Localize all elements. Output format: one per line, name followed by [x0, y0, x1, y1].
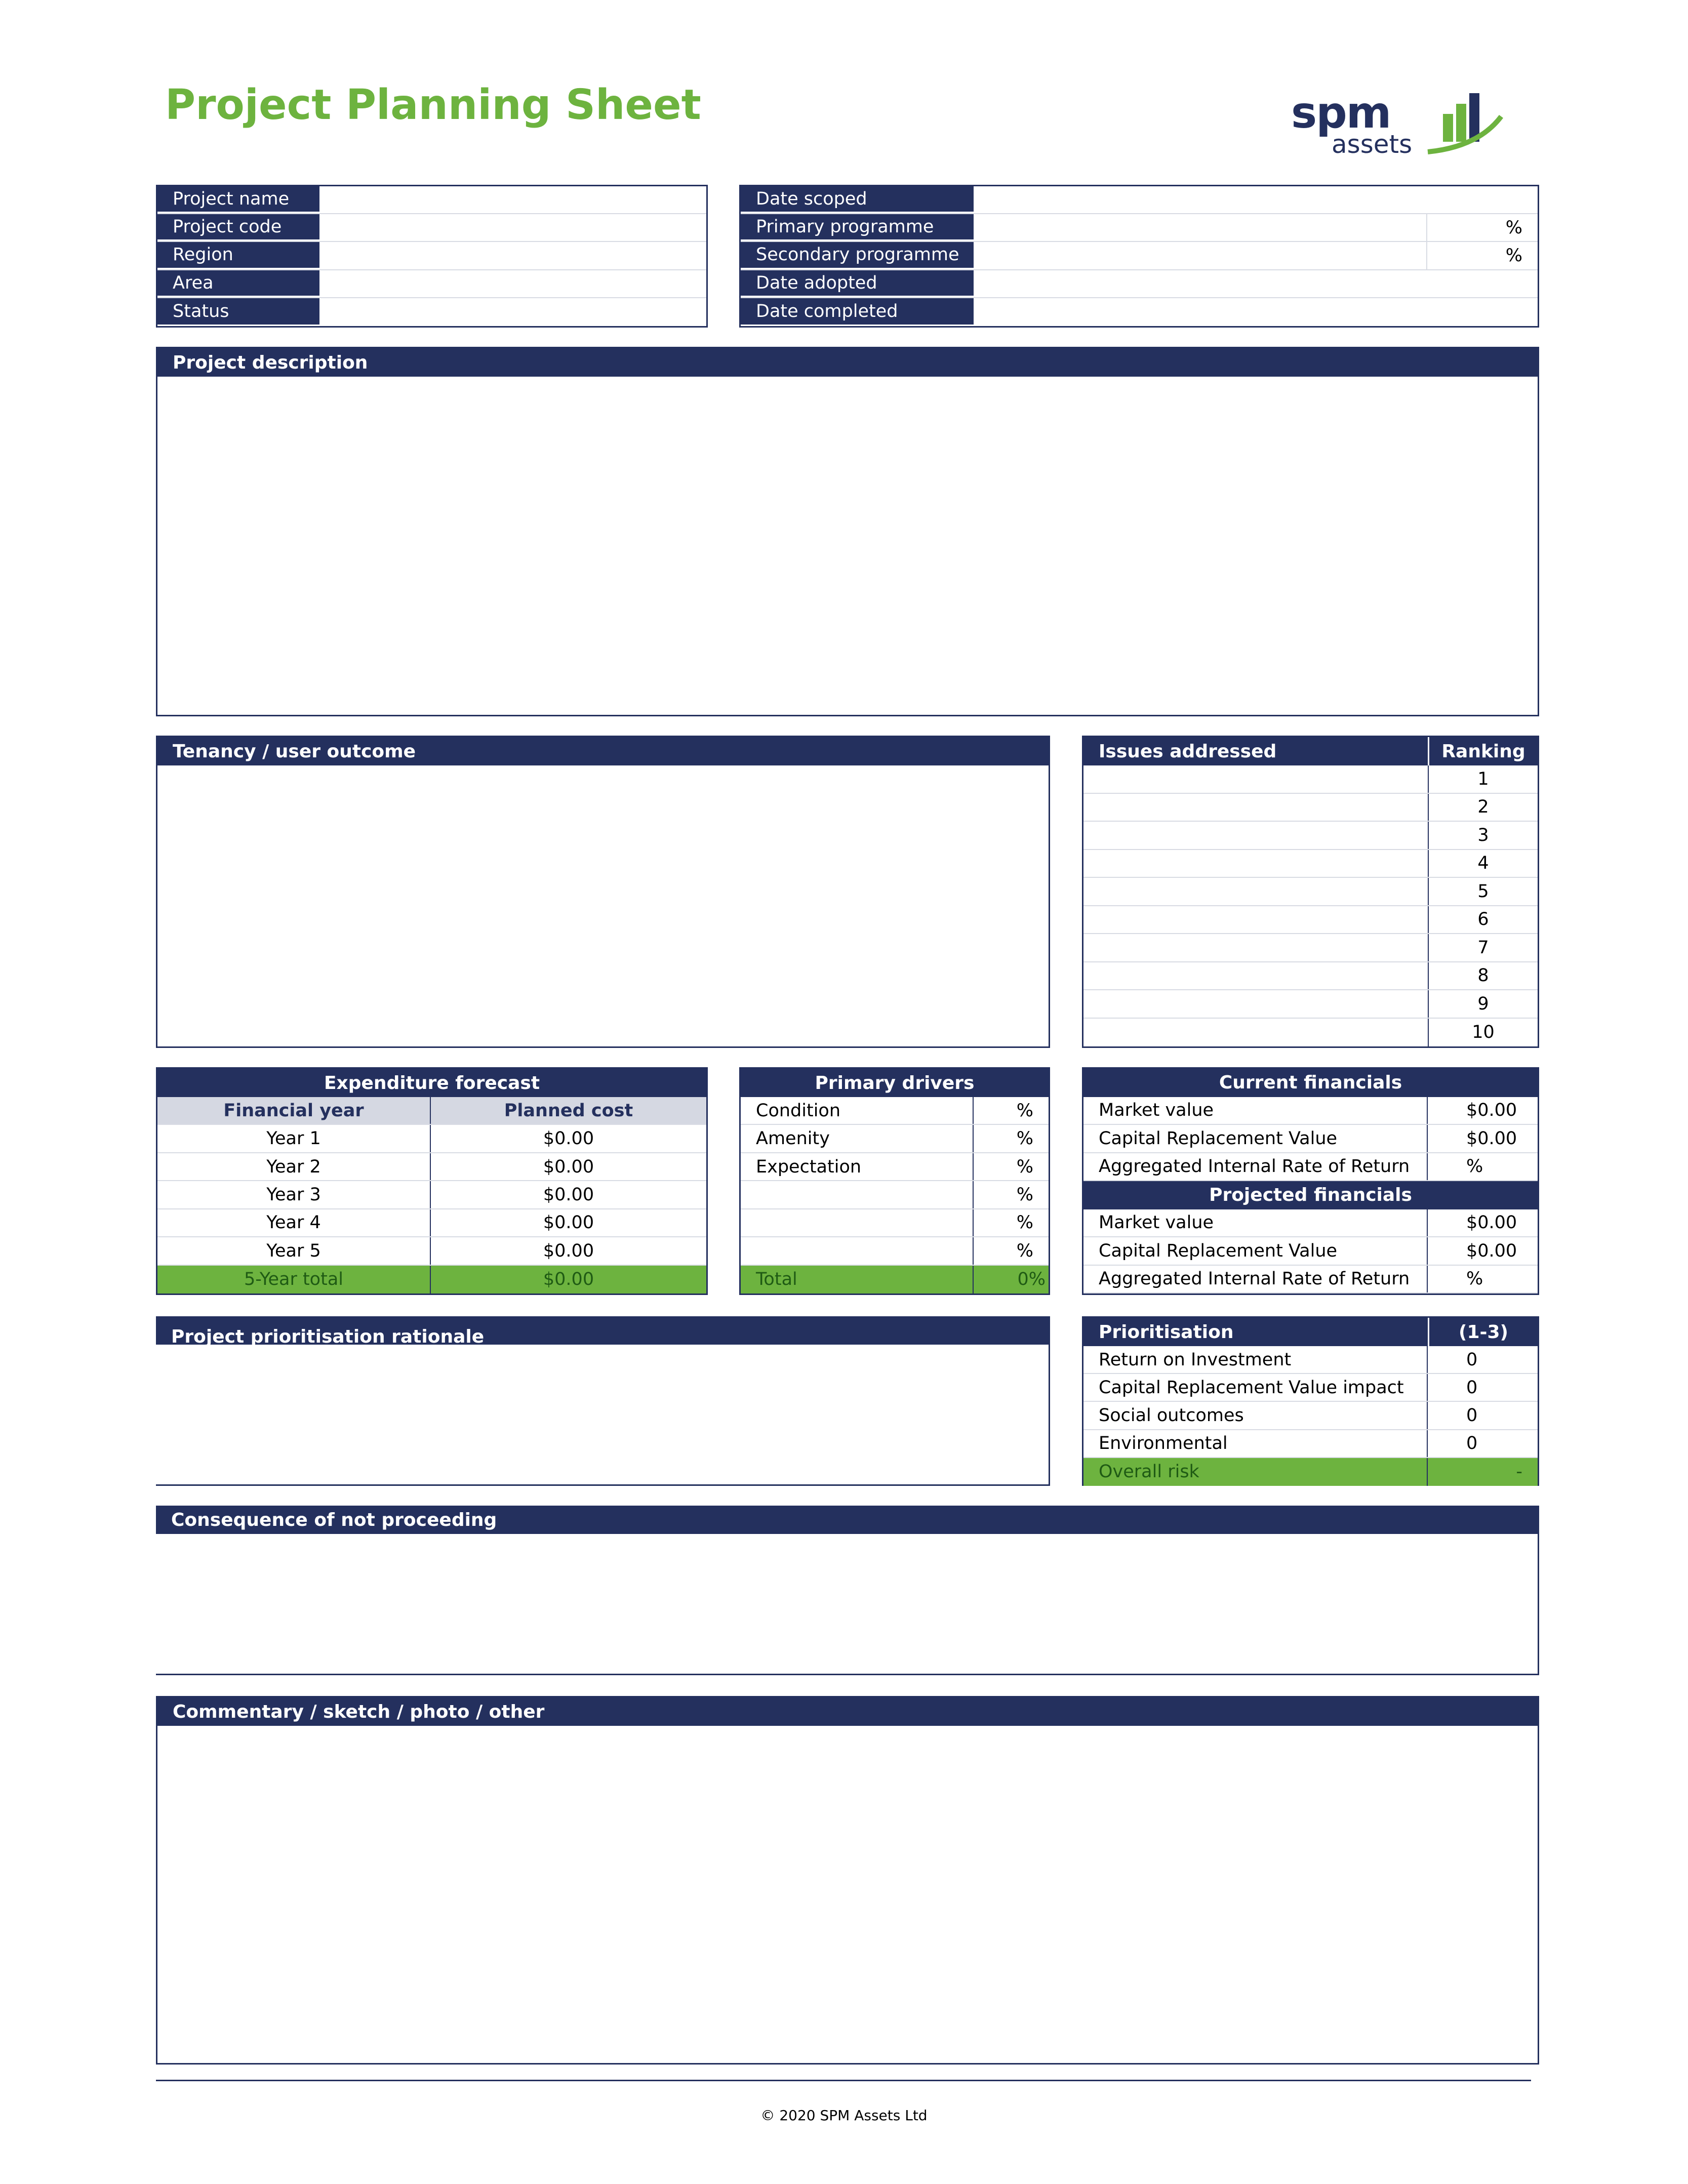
financial-label: Market value: [1083, 1209, 1428, 1237]
issue-rank: 5: [1428, 878, 1538, 905]
financial-value[interactable]: $0.00: [1466, 1212, 1517, 1233]
info-label: Date completed: [741, 298, 974, 326]
issue-input[interactable]: [1083, 765, 1428, 793]
expenditure-table: [156, 1067, 708, 1295]
info-value-input[interactable]: [974, 242, 1426, 269]
financial-value[interactable]: $0.00: [1466, 1240, 1517, 1261]
prioritisation-row: [1083, 1374, 1538, 1402]
prioritisation-label: Environmental: [1083, 1430, 1428, 1457]
rationale-header: Project prioritisation rationale: [171, 1326, 485, 1347]
expenditure-row: [157, 1237, 706, 1265]
prioritisation-row: [1083, 1402, 1538, 1430]
svg-text:spm: spm: [1291, 88, 1391, 138]
expenditure-header: Expenditure forecast: [324, 1072, 540, 1094]
info-label: Secondary programme: [741, 242, 974, 269]
expenditure-row: [157, 1209, 706, 1237]
financial-row: [1083, 1266, 1538, 1294]
info-value-input[interactable]: [319, 298, 706, 326]
issue-row: [1083, 850, 1538, 878]
issue-row: [1083, 765, 1538, 794]
info-label: Status: [157, 298, 319, 326]
financial-row: [1083, 1097, 1538, 1125]
issue-row: [1083, 794, 1538, 822]
expenditure-cost[interactable]: $0.00: [543, 1184, 594, 1205]
commentary-field[interactable]: [157, 1726, 1538, 2063]
issue-input[interactable]: [1083, 906, 1428, 934]
info-unit: [1426, 186, 1538, 213]
financial-value[interactable]: $0.00: [1466, 1128, 1517, 1149]
prioritisation-score-input[interactable]: 0: [1466, 1433, 1478, 1454]
expenditure-year: Year 2: [157, 1153, 431, 1180]
issue-row: [1083, 822, 1538, 850]
info-row: [157, 270, 706, 298]
issue-row: [1083, 934, 1538, 962]
overall-risk-row: [1083, 1458, 1538, 1486]
driver-row: [741, 1209, 1049, 1237]
overall-risk-value: -: [1516, 1462, 1522, 1482]
driver-percent-input[interactable]: %: [1016, 1128, 1033, 1149]
issue-row: [1083, 1019, 1538, 1047]
issue-row: [1083, 878, 1538, 906]
page-title: Project Planning Sheet: [165, 81, 701, 129]
info-unit: [1426, 270, 1538, 297]
rationale-field[interactable]: [156, 1345, 1049, 1484]
info-label: Region: [157, 242, 319, 269]
svg-text:assets: assets: [1332, 130, 1413, 159]
issue-input[interactable]: [1083, 934, 1428, 961]
info-value-input[interactable]: [319, 270, 706, 297]
expenditure-total-row: [157, 1266, 706, 1293]
info-value-input[interactable]: [974, 270, 1426, 297]
commentary-header: Commentary / sketch / photo / other: [173, 1701, 545, 1722]
issue-rank: 2: [1428, 794, 1538, 821]
driver-row: [741, 1125, 1049, 1153]
info-label: Project name: [157, 186, 319, 213]
issue-rank: 6: [1428, 906, 1538, 934]
rationale-section: [156, 1316, 1050, 1486]
info-row: [741, 242, 1538, 270]
expenditure-cost[interactable]: $0.00: [543, 1212, 594, 1233]
expenditure-year: Year 5: [157, 1237, 431, 1264]
info-value-input[interactable]: [974, 186, 1426, 213]
issue-rank: 8: [1428, 962, 1538, 990]
info-label: Project code: [157, 214, 319, 241]
expenditure-total-label: 5-Year total: [157, 1266, 431, 1293]
tenancy-section: [156, 736, 1050, 1048]
issues-table: [1082, 736, 1539, 1048]
financial-value[interactable]: %: [1466, 1156, 1483, 1177]
issue-input[interactable]: [1083, 1019, 1428, 1047]
issue-rank: 3: [1428, 822, 1538, 849]
info-row: [157, 186, 706, 214]
issue-rank: 7: [1428, 934, 1538, 961]
prioritisation-row: [1083, 1430, 1538, 1458]
financial-row: [1083, 1153, 1538, 1182]
primary-drivers-table: [739, 1067, 1050, 1295]
project-info-table: [156, 185, 708, 328]
ranking-header: Ranking: [1428, 737, 1538, 765]
consequence-section: [156, 1506, 1539, 1675]
consequence-header: Consequence of not proceeding: [171, 1509, 497, 1530]
issue-row: [1083, 990, 1538, 1019]
issue-row: [1083, 906, 1538, 935]
info-row: [157, 298, 706, 326]
info-value-input[interactable]: [974, 214, 1426, 241]
issue-rank: 10: [1428, 1019, 1538, 1047]
prioritisation-header: Prioritisation: [1099, 1321, 1234, 1343]
expenditure-total-value: $0.00: [543, 1269, 594, 1290]
info-row: [741, 298, 1538, 326]
info-label: Area: [157, 270, 319, 297]
prioritisation-label: Capital Replacement Value impact: [1083, 1374, 1428, 1401]
project-description-header: Project description: [173, 352, 368, 373]
issue-input[interactable]: [1083, 794, 1428, 821]
current-financials-header-label: Current financials: [1219, 1072, 1402, 1094]
driver-percent-input[interactable]: %: [1016, 1184, 1033, 1205]
expenditure-column-headers: [157, 1097, 706, 1125]
expenditure-cost[interactable]: $0.00: [543, 1128, 594, 1149]
issue-input[interactable]: [1083, 990, 1428, 1018]
driver-total-label: Total: [741, 1266, 974, 1293]
col-planned-cost: Planned cost: [504, 1100, 633, 1121]
info-value-input[interactable]: [319, 242, 706, 269]
col-financial-year: Financial year: [157, 1097, 431, 1124]
issue-input[interactable]: [1083, 822, 1428, 849]
driver-row: [741, 1237, 1049, 1265]
info-label: Date scoped: [741, 186, 974, 213]
expenditure-cost[interactable]: $0.00: [543, 1156, 594, 1177]
financial-row: [1083, 1209, 1538, 1238]
info-value-input[interactable]: [319, 186, 706, 213]
commentary-section: [156, 1696, 1539, 2065]
prioritisation-row: [1083, 1346, 1538, 1374]
project-description-field[interactable]: [157, 377, 1538, 715]
driver-label[interactable]: Expectation: [741, 1153, 974, 1180]
tenancy-header: Tenancy / user outcome: [173, 741, 416, 762]
driver-label[interactable]: [741, 1181, 974, 1208]
expenditure-row: [157, 1181, 706, 1209]
driver-percent-input[interactable]: %: [1016, 1156, 1033, 1177]
issue-input[interactable]: [1083, 878, 1428, 905]
expenditure-year: Year 1: [157, 1125, 431, 1152]
financial-row: [1083, 1237, 1538, 1266]
driver-label[interactable]: [741, 1237, 974, 1264]
logo-graphic: [1291, 86, 1509, 162]
info-label: Date adopted: [741, 270, 974, 297]
current-financials-header: [1083, 1069, 1538, 1097]
expenditure-year: Year 3: [157, 1181, 431, 1208]
spm-assets-logo: [1291, 86, 1509, 162]
info-value-input[interactable]: [974, 298, 1426, 326]
driver-label[interactable]: Amenity: [741, 1125, 974, 1152]
expenditure-row: [157, 1125, 706, 1153]
expenditure-row: [157, 1153, 706, 1181]
issue-row: [1083, 962, 1538, 991]
projected-financials-header: [1083, 1181, 1538, 1209]
primary-drivers-header: Primary drivers: [815, 1072, 975, 1094]
issue-rank: 9: [1428, 990, 1538, 1018]
tenancy-field[interactable]: [157, 765, 1049, 1046]
driver-row: [741, 1097, 1049, 1125]
financial-label: Market value: [1083, 1097, 1428, 1124]
info-unit: %: [1426, 242, 1538, 269]
project-description-section: [156, 347, 1539, 716]
overall-risk-label: Overall risk: [1083, 1458, 1428, 1486]
issues-header: Issues addressed: [1099, 741, 1277, 762]
financial-value[interactable]: %: [1466, 1269, 1483, 1289]
info-value-input[interactable]: [319, 214, 706, 241]
financial-label: Capital Replacement Value: [1083, 1237, 1428, 1265]
info-row: [157, 242, 706, 270]
issue-input[interactable]: [1083, 962, 1428, 990]
prioritisation-label: Return on Investment: [1083, 1346, 1428, 1373]
info-row: [741, 214, 1538, 242]
expenditure-year: Year 4: [157, 1209, 431, 1236]
expenditure-cost[interactable]: $0.00: [543, 1240, 594, 1261]
financials-table: [1082, 1067, 1539, 1295]
driver-total-value: 0%: [1017, 1269, 1046, 1290]
project-dates-table: [739, 185, 1539, 328]
prioritisation-score-input[interactable]: 0: [1466, 1405, 1478, 1426]
info-row: [741, 270, 1538, 298]
prioritisation-scale: (1-3): [1428, 1318, 1538, 1346]
info-label: Primary programme: [741, 214, 974, 241]
driver-row: [741, 1153, 1049, 1181]
issue-rank: 1: [1428, 765, 1538, 793]
driver-label[interactable]: Condition: [741, 1097, 974, 1124]
info-unit: [1426, 298, 1538, 326]
projected-financials-header-label: Projected financials: [1209, 1185, 1412, 1206]
driver-total-row: [741, 1266, 1049, 1293]
financial-row: [1083, 1125, 1538, 1153]
footer-copyright: © 2020 SPM Assets Ltd: [760, 2107, 928, 2124]
financial-label: Capital Replacement Value: [1083, 1125, 1428, 1152]
info-unit: %: [1426, 214, 1538, 241]
driver-row: [741, 1181, 1049, 1209]
issue-rank: 4: [1428, 850, 1538, 877]
prioritisation-score-input[interactable]: 0: [1466, 1349, 1478, 1370]
footer-divider: [156, 2080, 1531, 2081]
consequence-field[interactable]: [156, 1534, 1538, 1674]
driver-percent-input[interactable]: %: [1016, 1212, 1033, 1233]
driver-percent-input[interactable]: %: [1016, 1240, 1033, 1261]
info-row: [741, 186, 1538, 214]
financial-label: Aggregated Internal Rate of Return: [1083, 1266, 1428, 1293]
prioritisation-score-input[interactable]: 0: [1466, 1377, 1478, 1398]
financial-label: Aggregated Internal Rate of Return: [1083, 1153, 1428, 1181]
prioritisation-table: [1082, 1316, 1539, 1486]
driver-label[interactable]: [741, 1209, 974, 1236]
prioritisation-label: Social outcomes: [1083, 1402, 1428, 1429]
issue-input[interactable]: [1083, 850, 1428, 877]
driver-percent-input[interactable]: %: [1016, 1100, 1033, 1121]
info-row: [157, 214, 706, 242]
financial-value[interactable]: $0.00: [1466, 1100, 1517, 1121]
